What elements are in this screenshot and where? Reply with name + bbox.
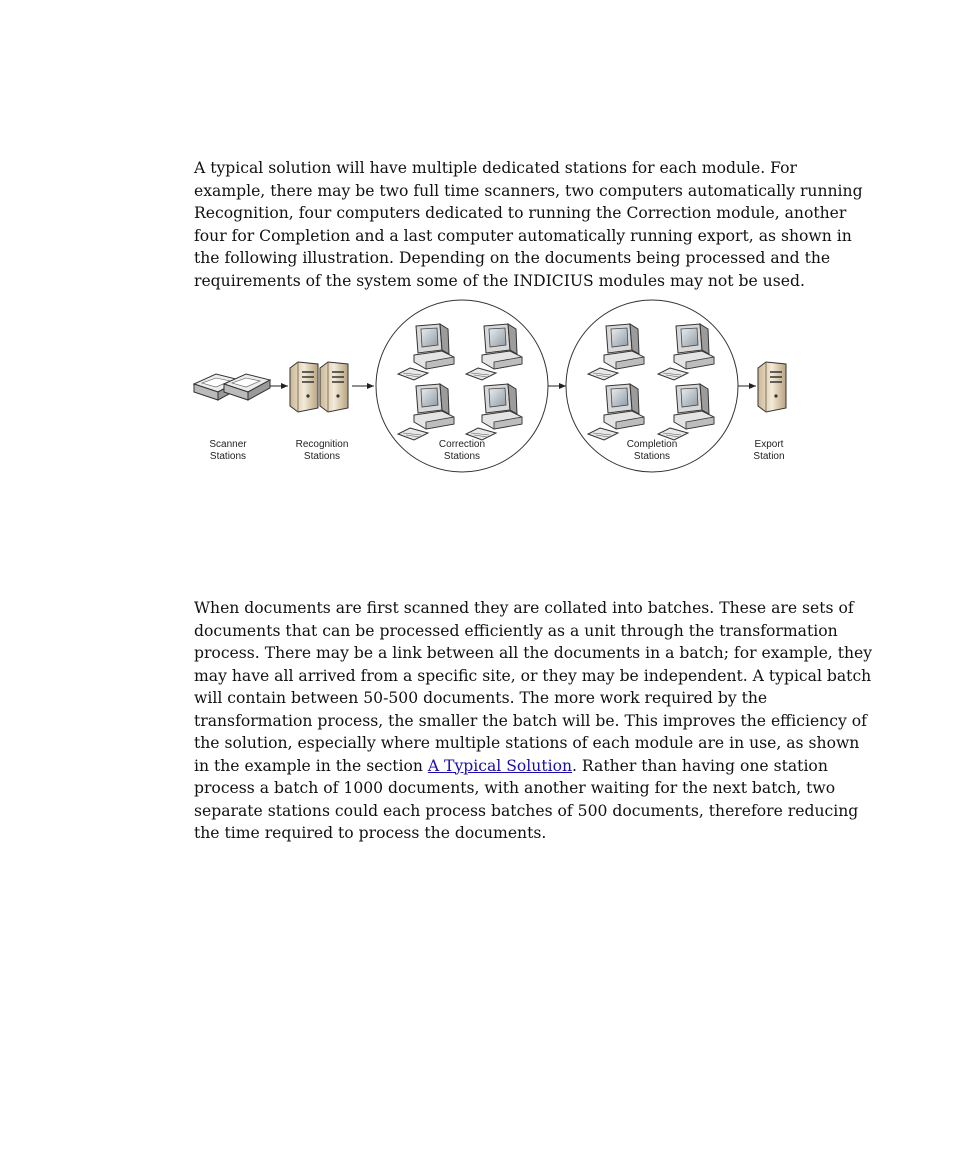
recognition-label-1: Recognition <box>295 439 349 450</box>
link-line-after: . Rather than having one station <box>572 756 828 775</box>
text-line: transformation process, the smaller the batch will be. This improves the efficiency of <box>194 711 867 730</box>
text-line: A typical solution will have multiple dedicated stations for each module. For <box>194 159 797 177</box>
export-station-group <box>758 362 786 412</box>
text-line-with-link <box>194 755 880 778</box>
recognition-stations-group <box>290 362 348 412</box>
correction-label-1: Correction <box>438 439 486 450</box>
scanner-label-2: Stations <box>209 451 247 462</box>
export-label-2: Station <box>753 451 785 462</box>
text-line: the following illustration. Depending on the documents being processed and the <box>194 249 831 267</box>
typical-solution-link[interactable]: A Typical Solution <box>427 756 573 775</box>
text-line: Recognition, four computers dedicated to running the Correction module, another <box>194 204 847 222</box>
correction-label-2: Stations <box>443 451 481 462</box>
paragraph-typical-solution <box>194 157 880 292</box>
completion-label-2: Stations <box>633 451 671 462</box>
link-line-before: in the example in the section <box>194 756 428 775</box>
export-label-1: Export <box>754 439 784 450</box>
text-line: example, there may be two full time scanners, two computers automatically running <box>194 181 863 200</box>
text-line: the time required to process the documents. <box>194 824 547 842</box>
text-line: process. There may be a link between all the documents in a batch; for example, they <box>194 644 873 662</box>
text-line: will contain between 50-500 documents. The more work required by the <box>194 689 768 707</box>
text-line: documents that can be processed efficiently as a unit through the transformation <box>194 621 838 640</box>
text-line: process a batch of 1000 documents, with another waiting for the next batch, two <box>194 779 836 797</box>
scanner-stations-group <box>194 374 270 400</box>
text-line: the solution, especially where multiple stations of each module are in use, as shown <box>194 734 860 752</box>
text-line: separate stations could each process batches of 500 documents, therefore reducing <box>194 801 859 820</box>
text-line: requirements of the system some of the INDICIUS modules may not be used. <box>194 271 805 290</box>
workflow-diagram <box>190 298 810 476</box>
scanner-label-1: Scanner <box>209 439 247 450</box>
paragraph-batches <box>194 597 880 845</box>
text-line: four for Completion and a last computer automatically running export, as shown in <box>194 226 852 245</box>
completion-label-1: Completion <box>626 439 678 450</box>
text-line: may have all arrived from a specific site, or they may be independent. A typical batch <box>194 666 872 685</box>
recognition-label-2: Stations <box>303 451 341 462</box>
text-line: When documents are first scanned they are collated into batches. These are sets of <box>194 599 854 617</box>
